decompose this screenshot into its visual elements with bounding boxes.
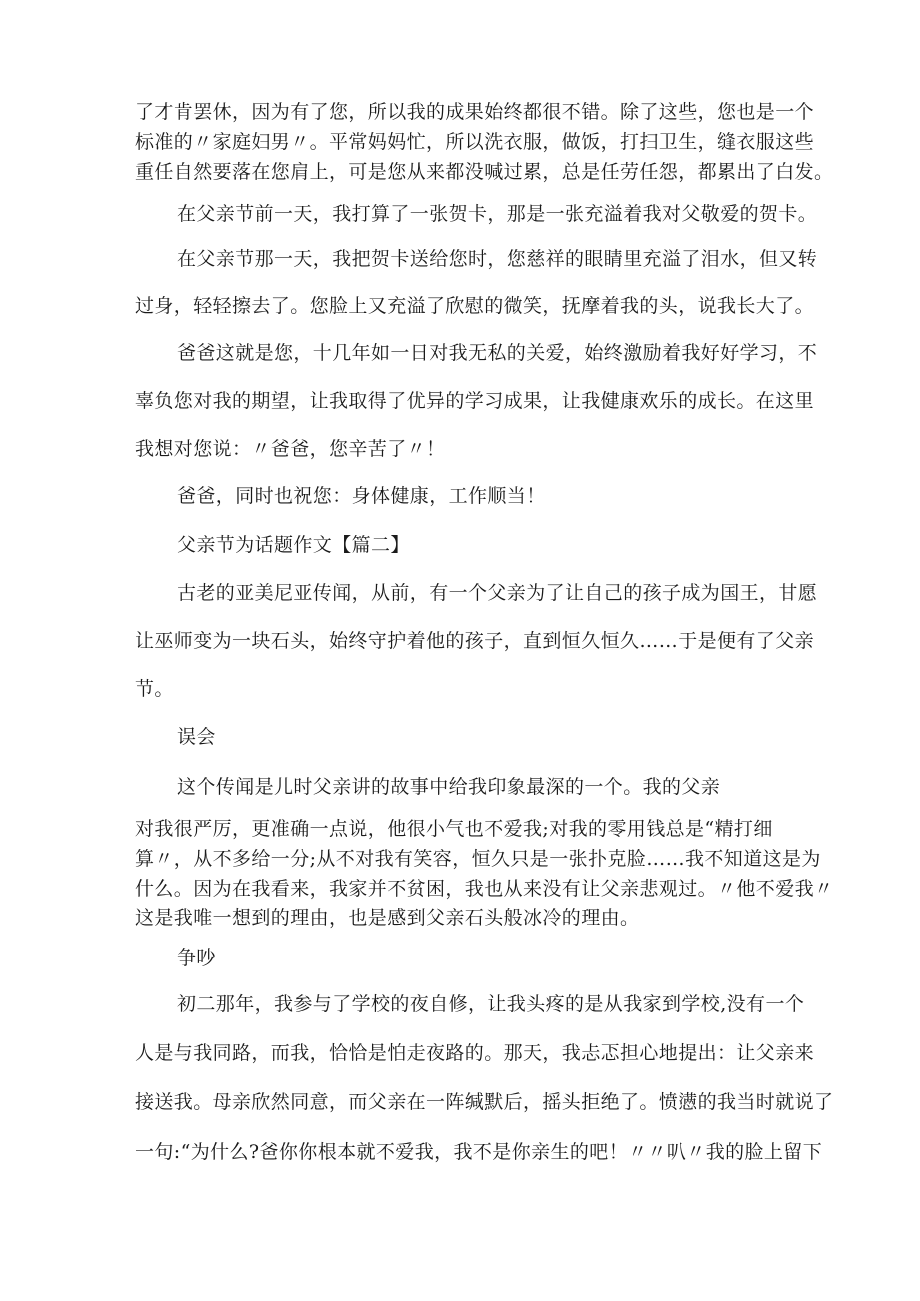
- text-line: 算〃，从不多给一分;从不对我有笑容，恒久只是一张扑克脸……我不知道这是为: [135, 848, 821, 870]
- text-line: 标准的〃家庭妇男〃。平常妈妈忙，所以洗衣服，做饭，打扫卫生，缝衣服这些: [135, 131, 815, 153]
- text-line: 一句:“为什么?爸你你根本就不爱我，我不是你亲生的吧！〃〃叭〃我的脸上留下: [135, 1141, 823, 1163]
- section-heading: 父亲节为话题作文【篇二】: [177, 534, 410, 556]
- text-line: 古老的亚美尼亚传闻，从前，有一个父亲为了让自己的孩子成为国王，甘愿: [177, 582, 818, 604]
- text-line: 对我很严厉，更准确一点说，他很小气也不爱我;对我的零用钱总是“精打细: [135, 818, 773, 840]
- text-line: 这是我唯一想到的理由，也是感到父亲石头般冰冷的理由。: [135, 907, 640, 929]
- text-line: 在父亲节那一天，我把贺卡送给您时，您慈祥的眼睛里充溢了泪水，但又转: [177, 248, 818, 270]
- text-line: 在父亲节前一天，我打算了一张贺卡，那是一张充溢着我对父敬爱的贺卡。: [177, 203, 818, 225]
- text-line: 这个传闻是儿时父亲讲的故事中给我印象最深的一个。我的父亲: [177, 776, 721, 798]
- text-line: 辜负您对我的期望，让我取得了优异的学习成果，让我健康欢乐的成长。在这里: [135, 390, 815, 412]
- text-line: 让巫师变为一块石头，始终守护着他的孩子，直到恒久恒久……于是便有了父亲: [135, 630, 815, 652]
- text-line: 节。: [135, 678, 174, 700]
- text-line: 我想对您说：〃爸爸，您辛苦了〃！: [135, 438, 446, 460]
- text-line: 初二那年，我参与了学校的夜自修，让我头疼的是从我家到学校,没有一个: [177, 993, 805, 1015]
- text-line: 什么。因为在我看来，我家并不贫困，我也从来没有让父亲悲观过。〃他不爱我〃: [135, 878, 834, 900]
- text-line: 过身，轻轻擦去了。您脸上又充溢了欣慰的微笑，抚摩着我的头，说我长大了。: [135, 295, 815, 317]
- subheading: 误会: [177, 726, 216, 748]
- text-line: 人是与我同路，而我，恰恰是怕走夜路的。那天，我忐忑担心地提出：让父亲来: [135, 1042, 815, 1064]
- text-line: 重任自然要落在您肩上，可是您从来都没喊过累，总是任劳任怨，都累出了白发。: [135, 161, 834, 183]
- text-line: 了才肯罢休，因为有了您，所以我的成果始终都很不错。除了这些，您也是一个: [135, 101, 815, 123]
- text-line: 爸爸，同时也祝您：身体健康，工作顺当！: [177, 485, 546, 507]
- text-line: 爸爸这就是您，十几年如一日对我无私的关爱，始终激励着我好好学习，不: [177, 342, 818, 364]
- text-line: 接送我。母亲欣然同意，而父亲在一阵缄默后，摇头拒绝了。愤懑的我当时就说了: [135, 1091, 834, 1113]
- subheading: 争吵: [177, 947, 216, 969]
